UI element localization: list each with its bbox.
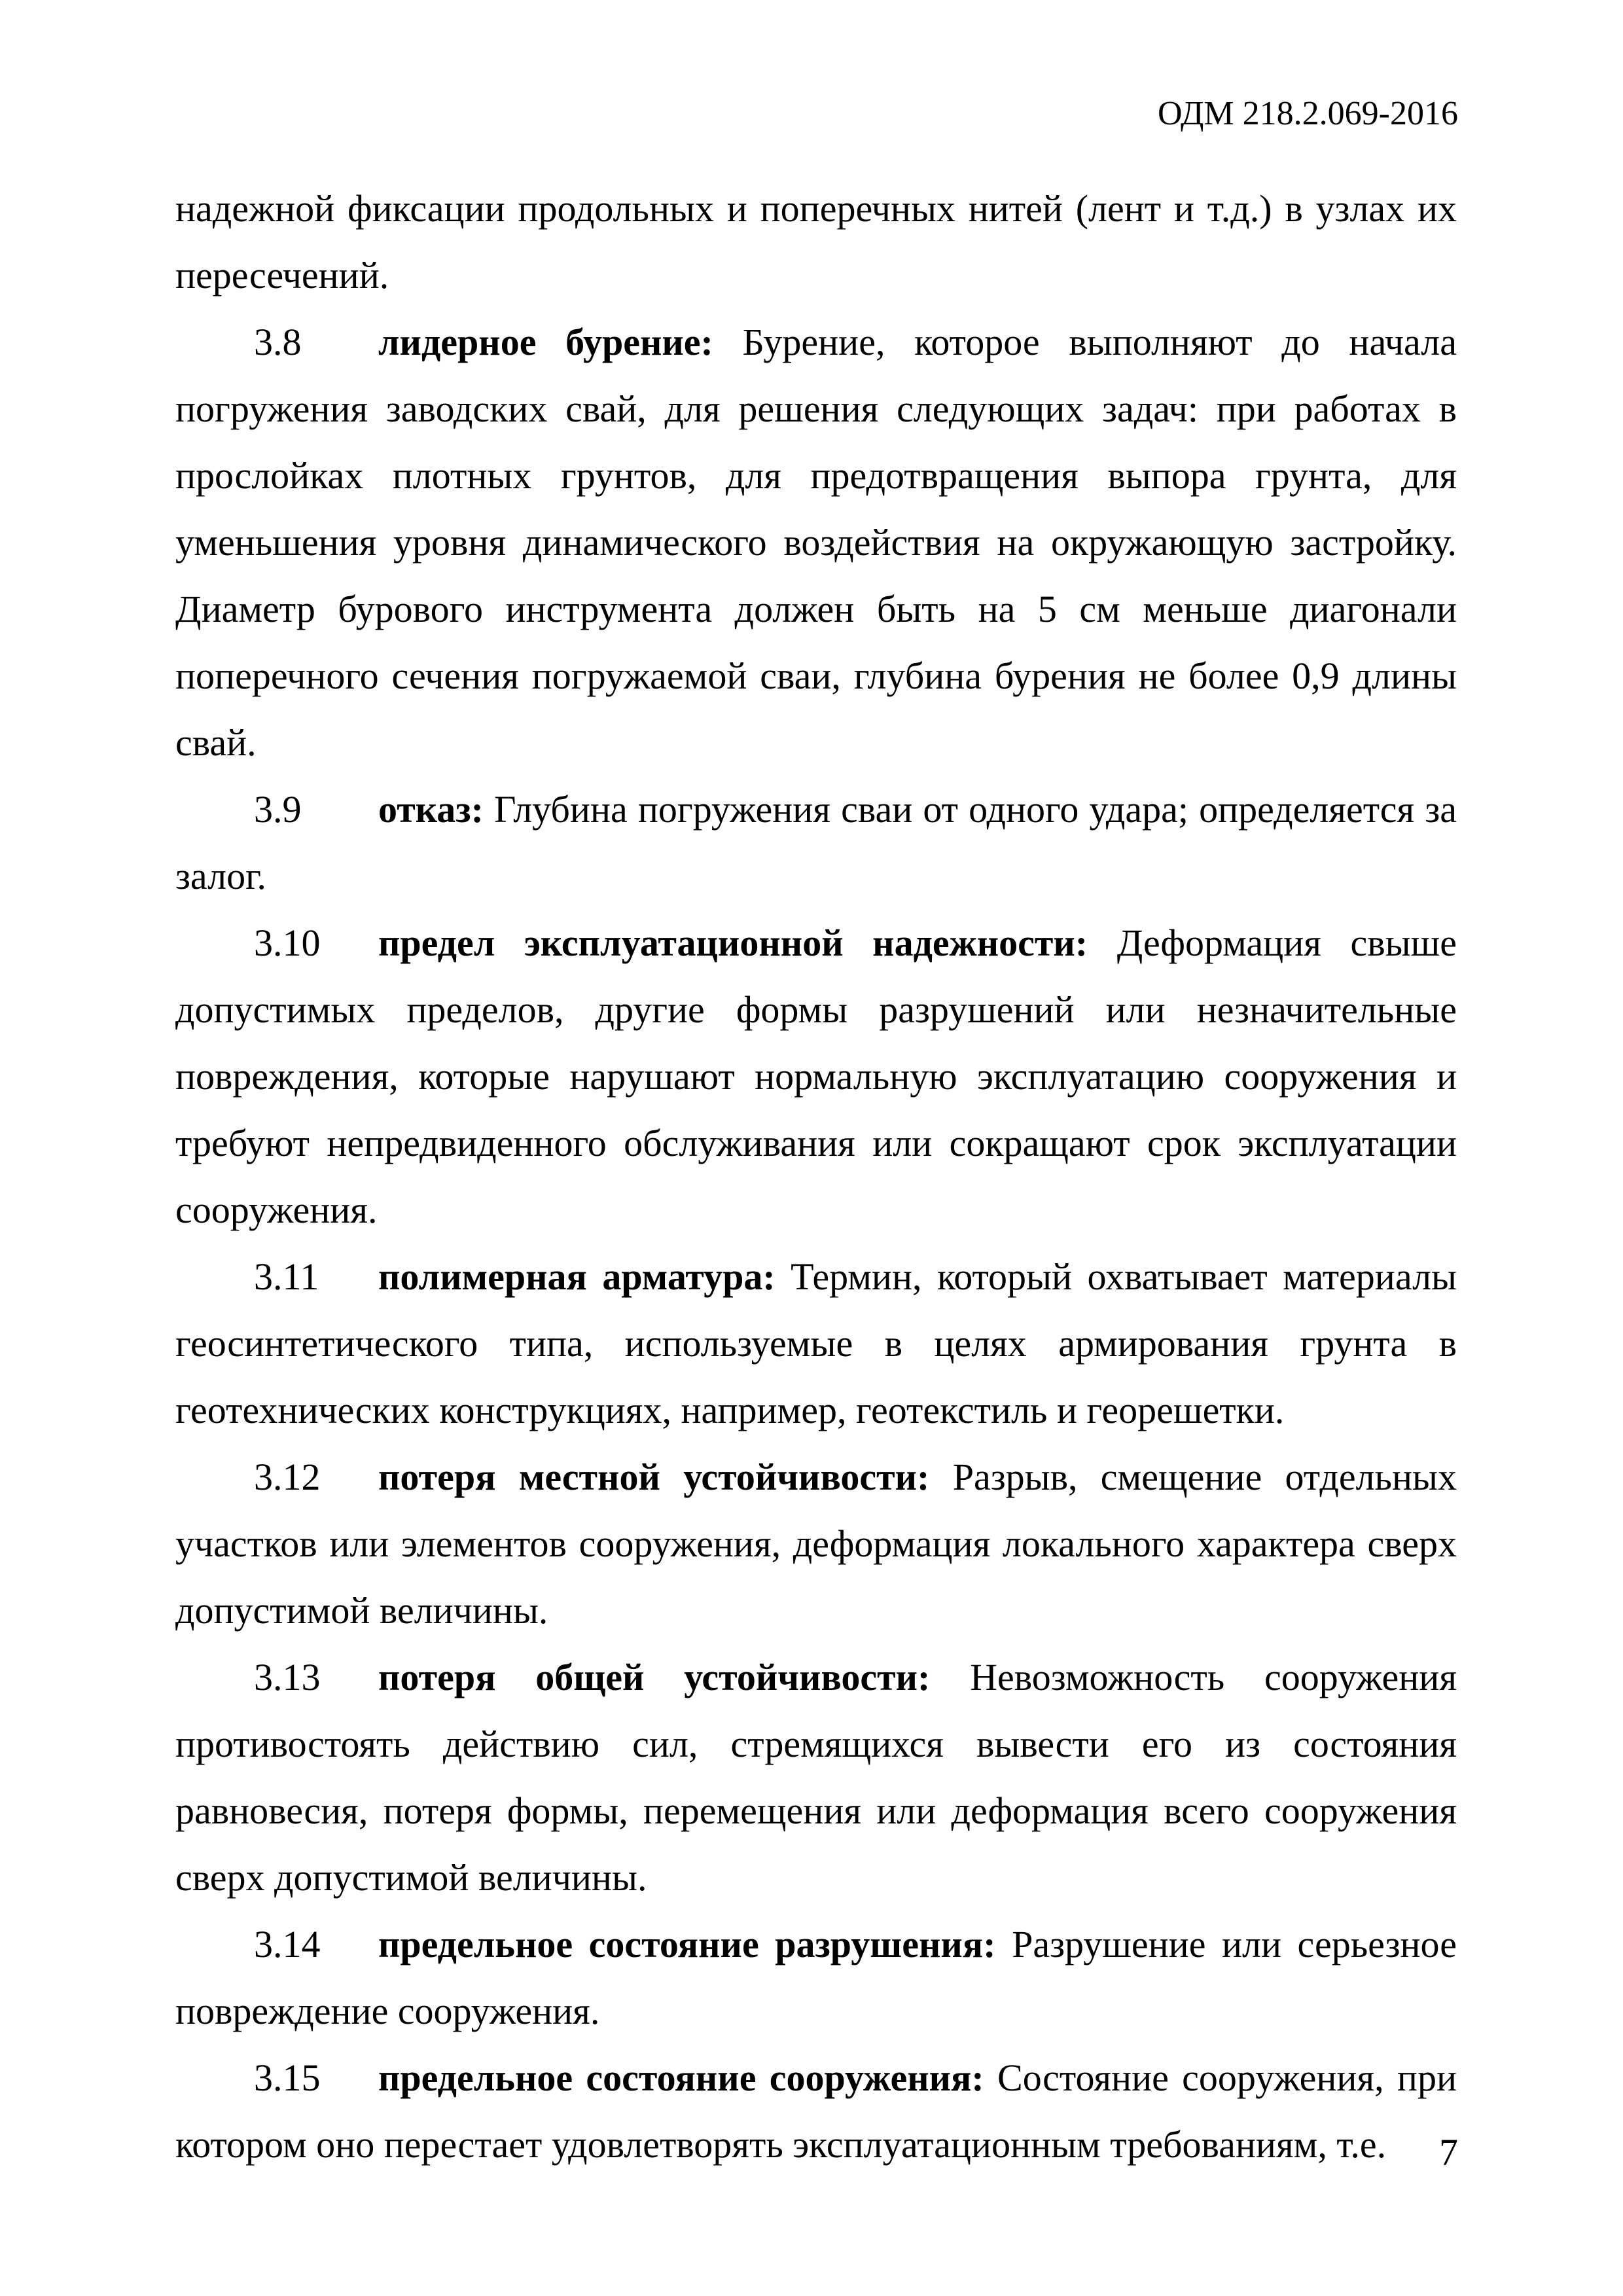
definition-number: 3.10	[254, 922, 321, 964]
definition-term: потеря местной устойчивости:	[378, 1456, 930, 1498]
definition-3-10	[175, 910, 1457, 1244]
definition-term: предельное состояние сооружения:	[378, 2056, 984, 2099]
definition-number: 3.11	[254, 1255, 319, 1298]
definition-number: 3.14	[254, 1923, 321, 1965]
definition-number: 3.9	[254, 788, 302, 831]
definition-3-9	[175, 776, 1457, 910]
definition-text: Деформация свыше допустимых пределов, другие формы разрушений или незначительные повреждения, которые нарушают нормальную эксплуатацию сооружения и требуют непредвиденного обслуживания или сокращают срок эксплуатации сооружения.	[175, 922, 1457, 1231]
definition-3-12	[175, 1444, 1457, 1644]
definition-3-15	[175, 2045, 1457, 2178]
definition-text: Глубина погружения сваи от одного удара; определяется за залог.	[175, 788, 1457, 897]
page-number: 7	[1439, 2131, 1458, 2174]
definition-term: полимерная арматура:	[378, 1255, 776, 1298]
definition-term: отказ:	[378, 788, 484, 831]
definition-text: Термин, который охватывает материалы геосинтетического типа, используемые в целях армирования грунта в геотехнических конструкциях, например, геотекстиль и георешетки.	[175, 1255, 1457, 1431]
definition-text: Разрыв, смещение отдельных участков или элементов сооружения, деформация локального характера сверх допустимой величины.	[175, 1456, 1457, 1632]
definition-term: лидерное бурение:	[378, 321, 713, 363]
definition-number: 3.15	[254, 2056, 321, 2099]
definition-3-11	[175, 1244, 1457, 1444]
definition-text: Бурение, которое выполняют до начала погружения заводских свай, для решения следующих задач: при работах в прослойках плотных грунтов, для предотвращения выпора грунта, для уменьшения уровня динамического воздействия на окружающую застройку. Диаметр бурового инструмента должен быть на 5 см меньше диагонали поперечного сечения погружаемой сваи, глубина бурения не более 0,9 длины свай.	[175, 321, 1457, 764]
definition-3-14	[175, 1911, 1457, 2045]
definition-text: Невозможность сооружения противостоять действию сил, стремящихся вывести его из состояния равновесия, потеря формы, перемещения или деформация всего сооружения сверх допустимой величины.	[175, 1656, 1457, 1899]
definition-term: предел эксплуатационной надежности:	[378, 922, 1088, 964]
definition-text: Состояние сооружения, при котором оно перестает удовлетворять эксплуатационным требованиям, т.е.	[175, 2056, 1457, 2166]
definition-3-13	[175, 1644, 1457, 1911]
definition-number: 3.12	[254, 1456, 321, 1498]
definition-number: 3.8	[254, 321, 302, 363]
definition-number: 3.13	[254, 1656, 321, 1698]
definition-text: Разрушение или серьезное повреждение сооружения.	[175, 1923, 1457, 2032]
document-code: ОДМ 218.2.069-2016	[1158, 95, 1458, 132]
continuation-paragraph: надежной фиксации продольных и поперечных нитей (лент и т.д.) в узлах их пересечений.	[175, 187, 1457, 296]
definition-term: потеря общей устойчивости:	[378, 1656, 931, 1698]
page-body	[175, 175, 1457, 2178]
definition-3-8	[175, 309, 1457, 776]
definition-term: предельное состояние разрушения:	[378, 1923, 996, 1965]
